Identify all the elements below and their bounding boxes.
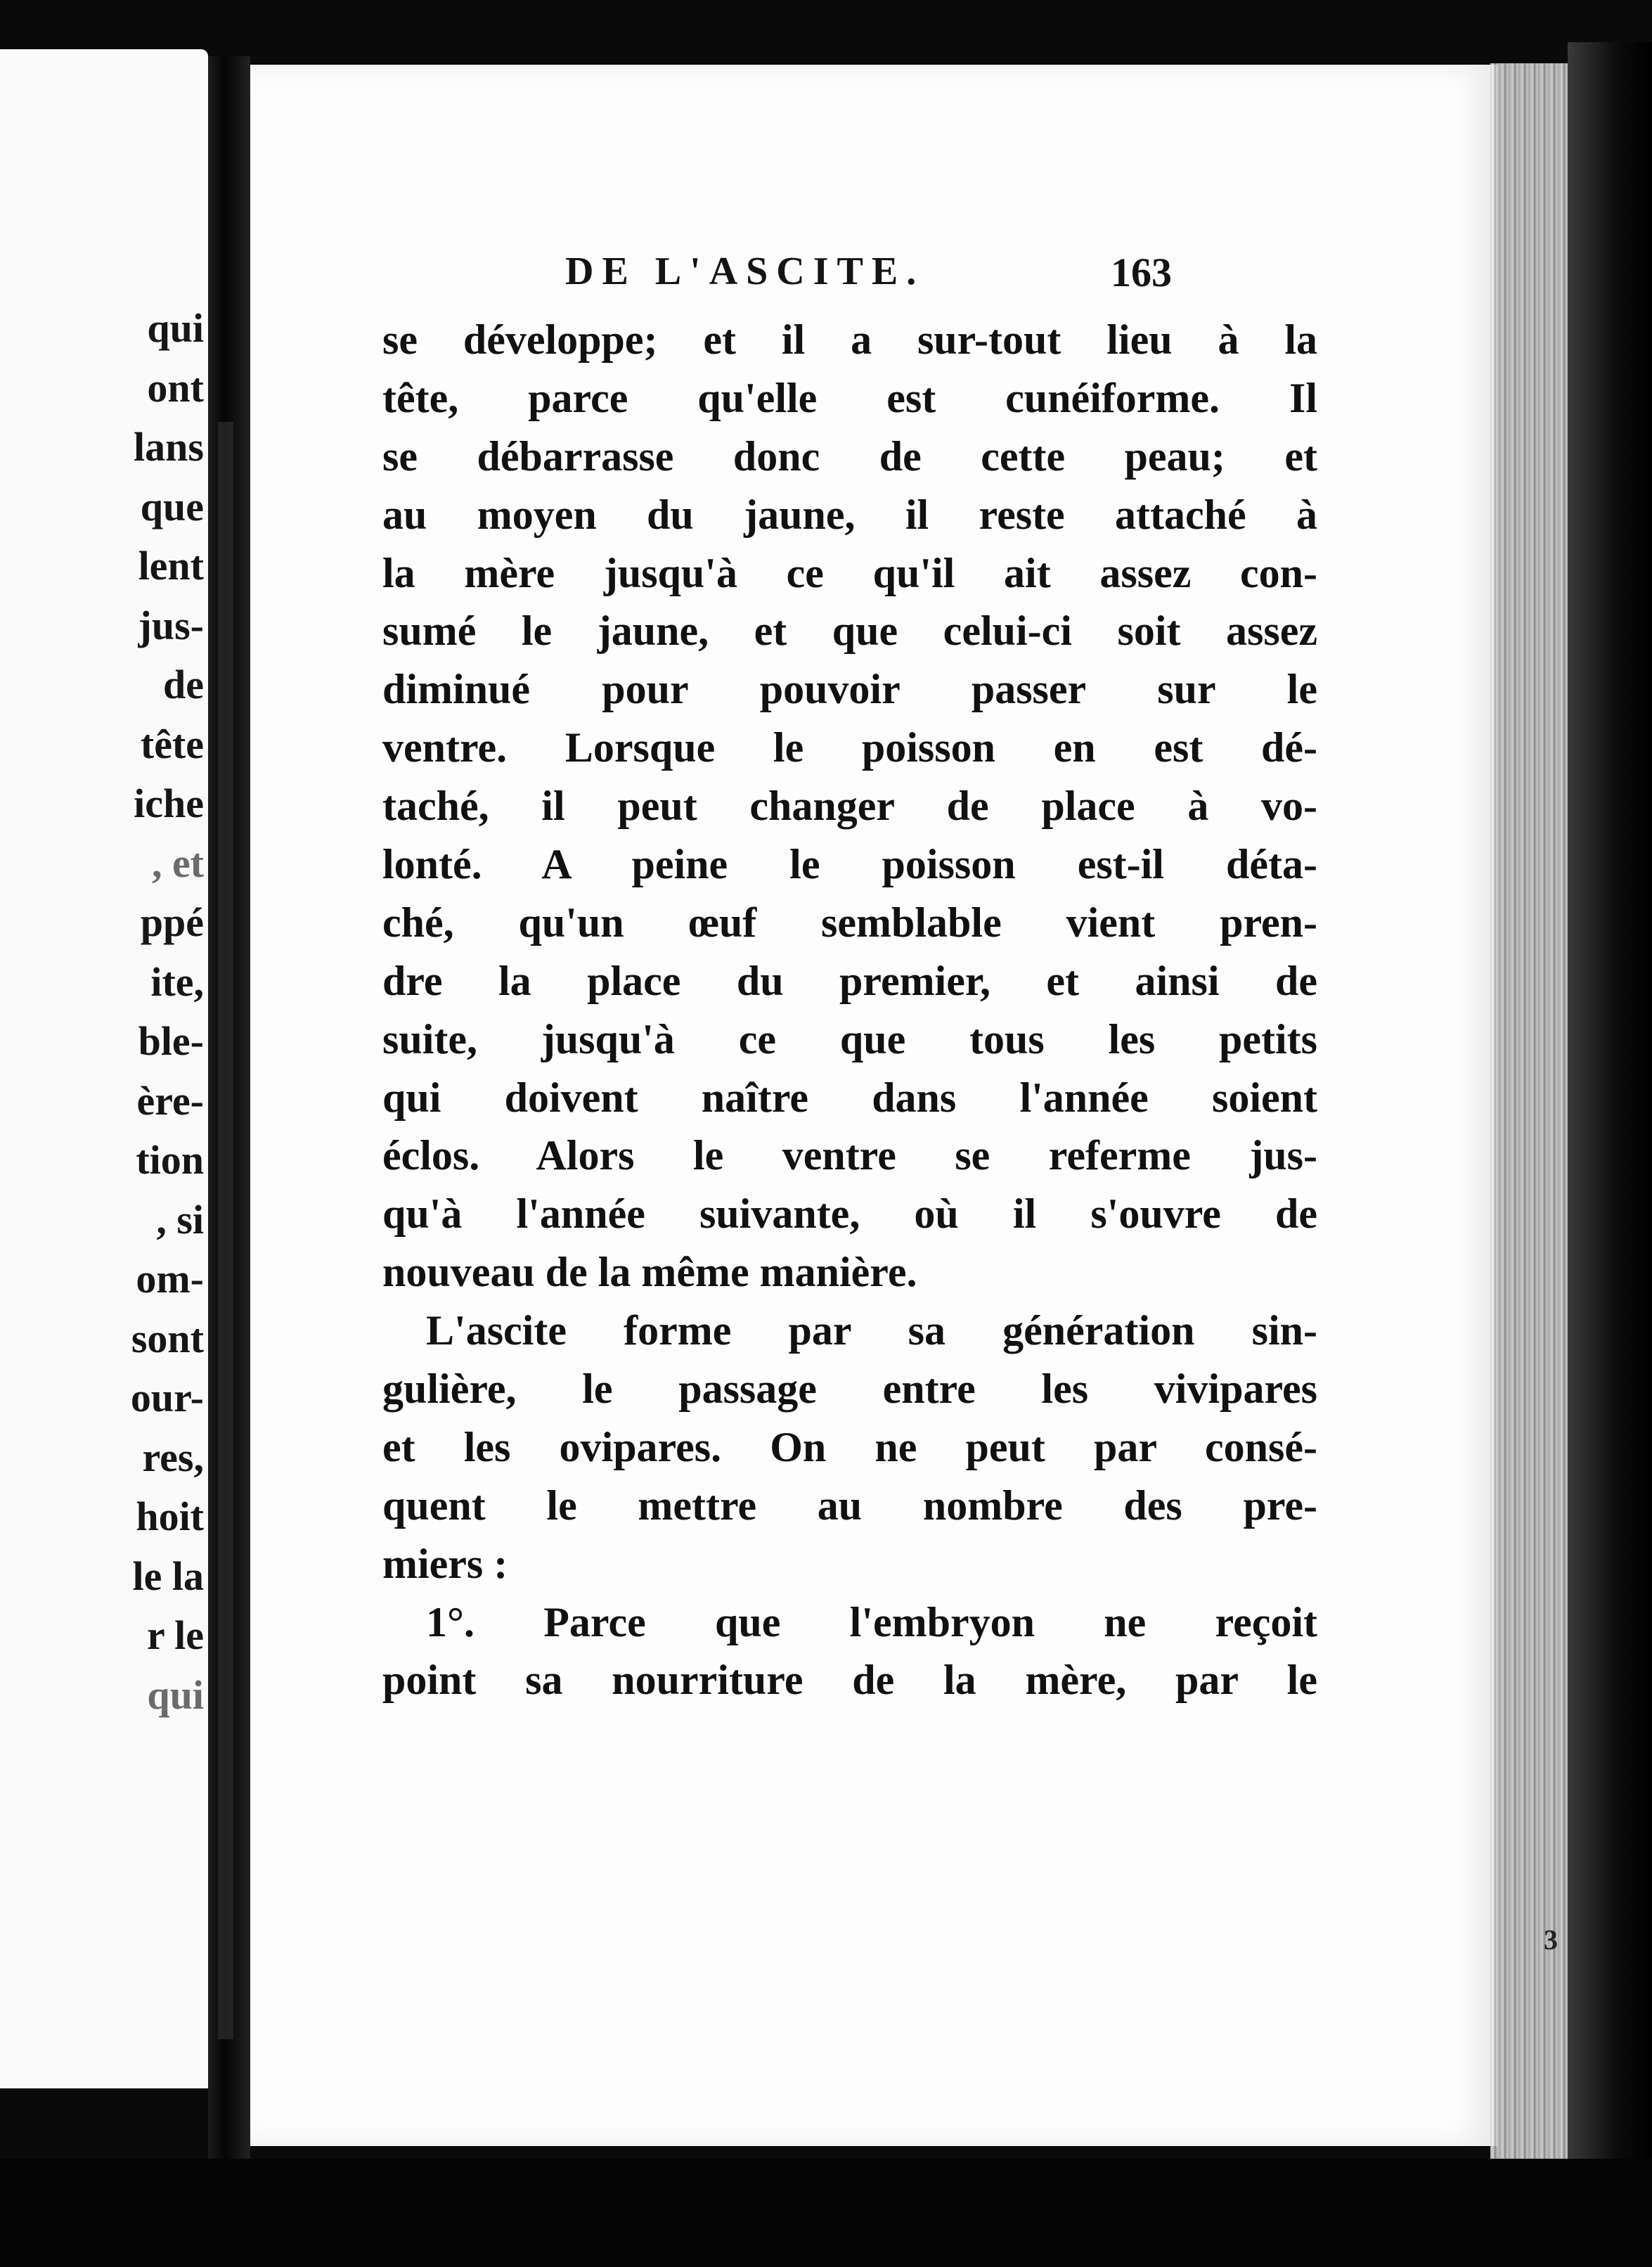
text-line: dre la place du premier, et ainsi de — [382, 957, 1317, 1004]
previous-page-line: qui — [147, 1671, 204, 1718]
scan-bottom-margin — [0, 2159, 1652, 2267]
text-line: ventre. Lorsque le poisson en est dé- — [382, 724, 1317, 771]
text-line: taché, il peut changer de place à vo- — [382, 783, 1317, 830]
edge-mark: 3 — [1544, 1924, 1558, 1955]
text-line: au moyen du jaune, il reste attaché à — [382, 491, 1317, 538]
paragraph-end-line: miers : — [382, 1540, 508, 1587]
previous-page-line: ère- — [136, 1077, 204, 1124]
previous-page-line: qui — [147, 305, 204, 351]
previous-page-line: hoit — [136, 1494, 204, 1539]
paragraph-start-line: L'ascite forme par sa génération sin- — [426, 1307, 1317, 1354]
previous-page-line: tion — [136, 1137, 204, 1183]
previous-page-line: our- — [130, 1375, 204, 1420]
text-line: se développe; et il a sur-tout lieu à la — [382, 316, 1317, 363]
previous-page-line: ble- — [138, 1018, 204, 1064]
paragraph-start-line: 1°. Parce que l'embryon ne reçoit — [426, 1598, 1317, 1645]
previous-page-line: le la — [132, 1553, 204, 1599]
page-number: 163 — [1111, 250, 1172, 295]
text-line: qu'à l'année suivante, où il s'ouvre de — [382, 1190, 1317, 1238]
previous-page-line: iche — [134, 781, 204, 826]
text-line: suite, jusqu'à ce que tous les petits — [382, 1015, 1317, 1062]
text-line: qui doivent naître dans l'année soient — [382, 1074, 1317, 1121]
deckled-page-edge — [1490, 63, 1575, 2159]
previous-page-text-column — [7, 299, 204, 1725]
text-line: sumé le jaune, et que celui-ci soit assez — [382, 608, 1317, 655]
text-line: point sa nourriture de la mère, par le — [382, 1657, 1317, 1704]
previous-page-line: lans — [134, 424, 204, 470]
previous-page-line: , et — [151, 840, 204, 886]
text-line: et les ovipares. On ne peut par consé- — [382, 1423, 1317, 1470]
previous-page-line: res, — [142, 1434, 204, 1480]
previous-page-line: sont — [131, 1315, 204, 1361]
previous-page-line: om- — [136, 1256, 204, 1302]
previous-page-line: ont — [147, 364, 204, 411]
text-line: gulière, le passage entre les vivipares — [382, 1366, 1317, 1413]
previous-page-line: que — [140, 483, 204, 529]
text-line: la mère jusqu'à ce qu'il ait assez con- — [382, 549, 1317, 596]
previous-page-line: jus- — [138, 602, 204, 648]
page-edge-shadow — [1568, 42, 1652, 2222]
text-line: ché, qu'un œuf semblable vient pren- — [382, 899, 1317, 946]
previous-page-line: lent — [138, 543, 204, 589]
previous-page-line: r le — [146, 1612, 204, 1658]
text-line: diminué pour pouvoir passer sur le — [382, 666, 1317, 713]
previous-page-line: ite, — [150, 958, 204, 1005]
text-line: se débarrasse donc de cette peau; et — [382, 432, 1317, 480]
running-title: DE L'ASCITE. — [565, 250, 925, 293]
gutter-shadow — [218, 422, 233, 2039]
text-line: quent le mettre au nombre des pre- — [382, 1482, 1317, 1529]
previous-page-fragment — [0, 49, 208, 2088]
previous-page-line: de — [163, 662, 204, 707]
previous-page-line: tête — [140, 721, 204, 767]
text-line: lonté. A peine le poisson est-il déta- — [382, 841, 1317, 888]
running-head — [250, 249, 1497, 305]
previous-page-line: ppé — [140, 899, 204, 945]
paragraph-end-line: nouveau de la même manière. — [382, 1249, 917, 1296]
previous-page-line: , si — [156, 1196, 204, 1242]
current-page — [250, 65, 1497, 2146]
body-text — [382, 311, 1317, 1709]
text-line: tête, parce qu'elle est cunéiforme. Il — [382, 374, 1317, 421]
text-line: éclos. Alors le ventre se referme jus- — [382, 1132, 1317, 1179]
